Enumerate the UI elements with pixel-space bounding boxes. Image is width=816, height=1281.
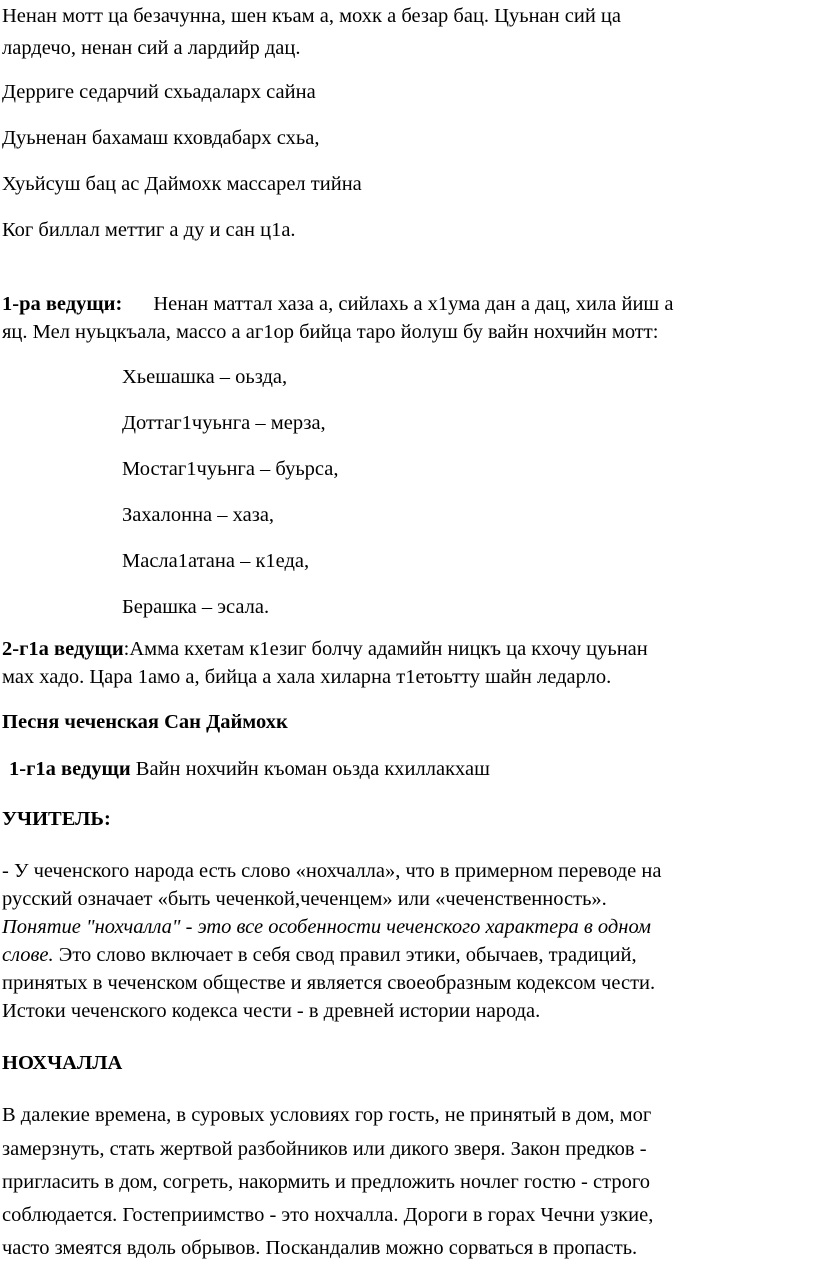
paragraph-line: мах хадо. Цара 1амо а, бийца а хала хиларна т1етоьтту шайн ледарло.	[2, 666, 612, 688]
paragraph-line: русский означает «быть чеченкой,чеченцем» или «чеченственность».	[2, 888, 607, 910]
italic-fragment: слове.	[2, 944, 54, 966]
speech-text: :Амма кхетам к1езиг болчу адамийн ницкъ ца кхочу цуьнан	[123, 638, 648, 660]
paragraph-line	[2, 945, 637, 966]
poem-line: Берашка – эсала.	[122, 596, 270, 618]
nokhchalla-heading: НОХЧАЛЛА	[2, 1052, 123, 1074]
speaker-label: 2-г1а ведущи	[2, 638, 124, 660]
speaker-label: 1-ра ведущи:	[2, 293, 123, 315]
teacher-heading: УЧИТЕЛЬ:	[2, 808, 111, 830]
host2-line	[2, 639, 648, 660]
paragraph-line-italic: Понятие "нохчалла" - это все особенности чеченского характера в одном	[2, 916, 652, 938]
poem-line: Доттаг1чуьнга – мерза,	[122, 412, 326, 434]
paragraph-line: соблюдается. Гостеприимство - это нохчалла. Дороги в горах Чечни узкие,	[2, 1204, 654, 1226]
speaker-label: 1-г1а ведущи	[9, 758, 131, 780]
poem-line: Хьешашка – оьзда,	[122, 366, 288, 388]
song-title: Песня чеченская Сан Даймохк	[2, 711, 288, 733]
speech-text: Вайн нохчийн къоман оьзда кхиллакхаш	[130, 758, 490, 780]
paragraph-line: В далекие времена, в суровых условиях гор гость, не принятый в дом, мог	[2, 1104, 652, 1126]
poem-line: Масла1атана – к1еда,	[122, 550, 310, 572]
speech-text: Ненан маттал хаза а, сийлахь а х1ума дан а дац, хила йиш а	[153, 293, 674, 315]
paragraph-line: Ненан мотт ца безачунна, шен къам а, мохк а безар бац. Цуьнан сий ца	[2, 5, 621, 27]
paragraph-line: пригласить в дом, согреть, накормить и предложить ночлег гостю - строго	[2, 1171, 650, 1193]
paragraph-line: - У чеченского народа есть слово «нохчалла», что в примерном переводе на	[2, 860, 662, 882]
paragraph-line: яц. Мел нуьцкъала, массо а аг1ор бийца таро йолуш бу вайн нохчийн мотт:	[2, 321, 659, 343]
poem-line: Мостаг1чуьнга – буьрса,	[122, 458, 339, 480]
paragraph-line: лардечо, ненан сий а лардийр дац.	[2, 37, 301, 59]
host3-line	[9, 759, 490, 780]
verse-line: Хуьйсуш бац ас Даймохк массарел тийна	[2, 173, 362, 195]
paragraph-line: принятых в чеченском обществе и является своеобразным кодексом чести.	[2, 972, 656, 994]
host1-line	[2, 294, 673, 315]
paragraph-line: часто змеятся вдоль обрывов. Поскандалив можно сорваться в пропасть.	[2, 1237, 638, 1259]
verse-line: Дуьненан бахамаш кховдабарх схьа,	[2, 127, 320, 149]
text-fragment: Это слово включает в себя свод правил этики, обычаев, традиций,	[53, 944, 637, 966]
verse-line: Ког биллал меттиг а ду и сан ц1а.	[2, 219, 296, 241]
verse-line: Дерриге седарчий схьадаларх сайна	[2, 81, 316, 103]
poem-line: Захалонна – хаза,	[122, 504, 275, 526]
paragraph-line: замерзнуть, стать жертвой разбойников или дикого зверя. Закон предков -	[2, 1138, 647, 1160]
paragraph-line: Истоки чеченского кодекса чести - в древней истории народа.	[2, 1000, 541, 1022]
